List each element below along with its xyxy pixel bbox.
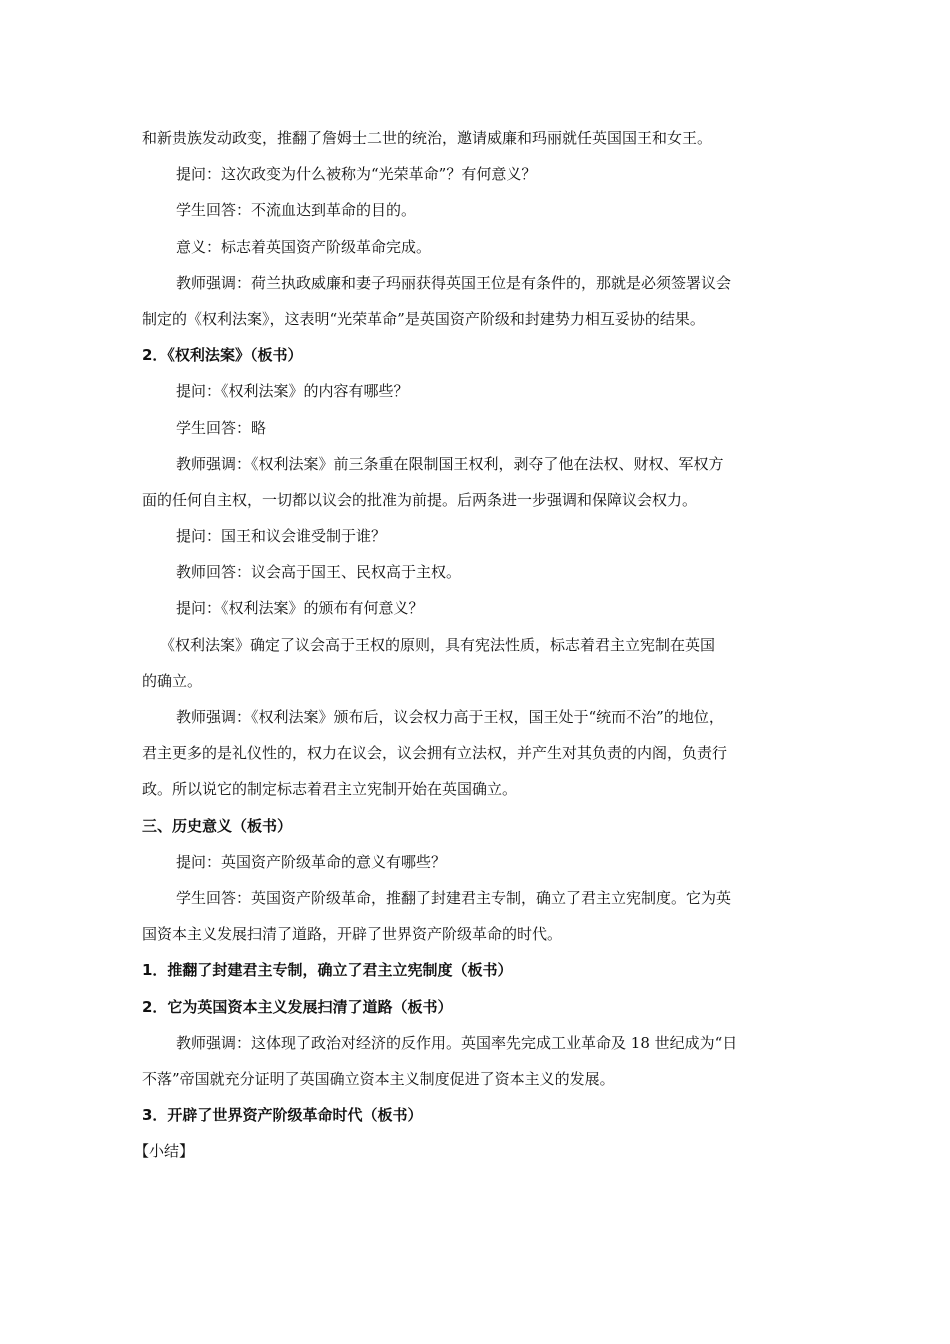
text-line: 不落”帝国就充分证明了英国确立资本主义制度促进了资本主义的发展。 (142, 1069, 615, 1088)
text-line: 提问：英国资产阶级革命的意义有哪些？ (176, 852, 447, 871)
document-body (134, 120, 814, 1169)
text-line: 教师强调：这体现了政治对经济的反作用。英国率先完成工业革命及 18 世纪成为“日 (176, 1033, 738, 1052)
text-line: 【小结】 (134, 1142, 195, 1161)
section-heading: 2．它为英国资本主义发展扫清了道路（板书） (142, 997, 453, 1016)
text-line: 提问：这次政变为什么被称为“光荣革命”？有何意义？ (176, 165, 537, 184)
text-line: 提问：《权利法案》的颁布有何意义？ (176, 599, 424, 618)
section-heading: 2．《权利法案》（板书） (142, 346, 303, 365)
text-line: 提问：国王和议会谁受制于谁？ (176, 527, 387, 546)
text-line: 面的任何自主权，一切都以议会的批准为前提。后两条进一步强调和保障议会权力。 (142, 490, 698, 509)
text-line: 教师强调：《权利法案》前三条重在限制国王权利，剥夺了他在法权、财权、军权方 (176, 454, 724, 473)
text-line: 和新贵族发动政变，推翻了詹姆士二世的统治，邀请威廉和玛丽就任英国国王和女王。 (142, 129, 713, 147)
text-line: 提问：《权利法案》的内容有哪些？ (176, 382, 409, 401)
text-line: 教师强调：荷兰执政威廉和妻子玛丽获得英国王位是有条件的，那就是必须签署议会 (176, 273, 732, 292)
text-line: 教师强调：《权利法案》颁布后，议会权力高于王权，国王处于“统而不治”的地位， (176, 708, 724, 726)
text-line: 国资本主义发展扫清了道路，开辟了世界资产阶级革命的时代。 (142, 925, 563, 944)
text-line: 教师回答：议会高于国王、民权高于主权。 (176, 563, 462, 582)
section-heading: 三、历史意义（板书） (142, 816, 293, 835)
text-line: 的确立。 (142, 671, 203, 690)
section-heading: 1．推翻了封建君主专制，确立了君主立宪制度（板书） (142, 961, 513, 980)
text-line: 学生回答：不流血达到革命的目的。 (176, 201, 417, 220)
text-line: 政。所以说它的制定标志着君主立宪制开始在英国确立。 (142, 780, 518, 799)
text-line: 制定的《权利法案》，这表明“光荣革命”是英国资产阶级和封建势力相互妥协的结果。 (142, 309, 705, 328)
text-line: 《权利法案》确定了议会高于王权的原则，具有宪法性质，标志着君主立宪制在英国 (160, 635, 716, 654)
section-heading: 3．开辟了世界资产阶级革命时代（板书） (142, 1106, 423, 1125)
text-line: 学生回答：英国资产阶级革命，推翻了封建君主专制，确立了君主立宪制度。它为英 (176, 888, 732, 907)
text-line: 学生回答：略 (176, 418, 267, 437)
text-line: 君主更多的是礼仪性的，权力在议会，议会拥有立法权，并产生对其负责的内阁，负责行 (142, 744, 728, 763)
text-line: 意义：标志着英国资产阶级革命完成。 (176, 237, 432, 256)
